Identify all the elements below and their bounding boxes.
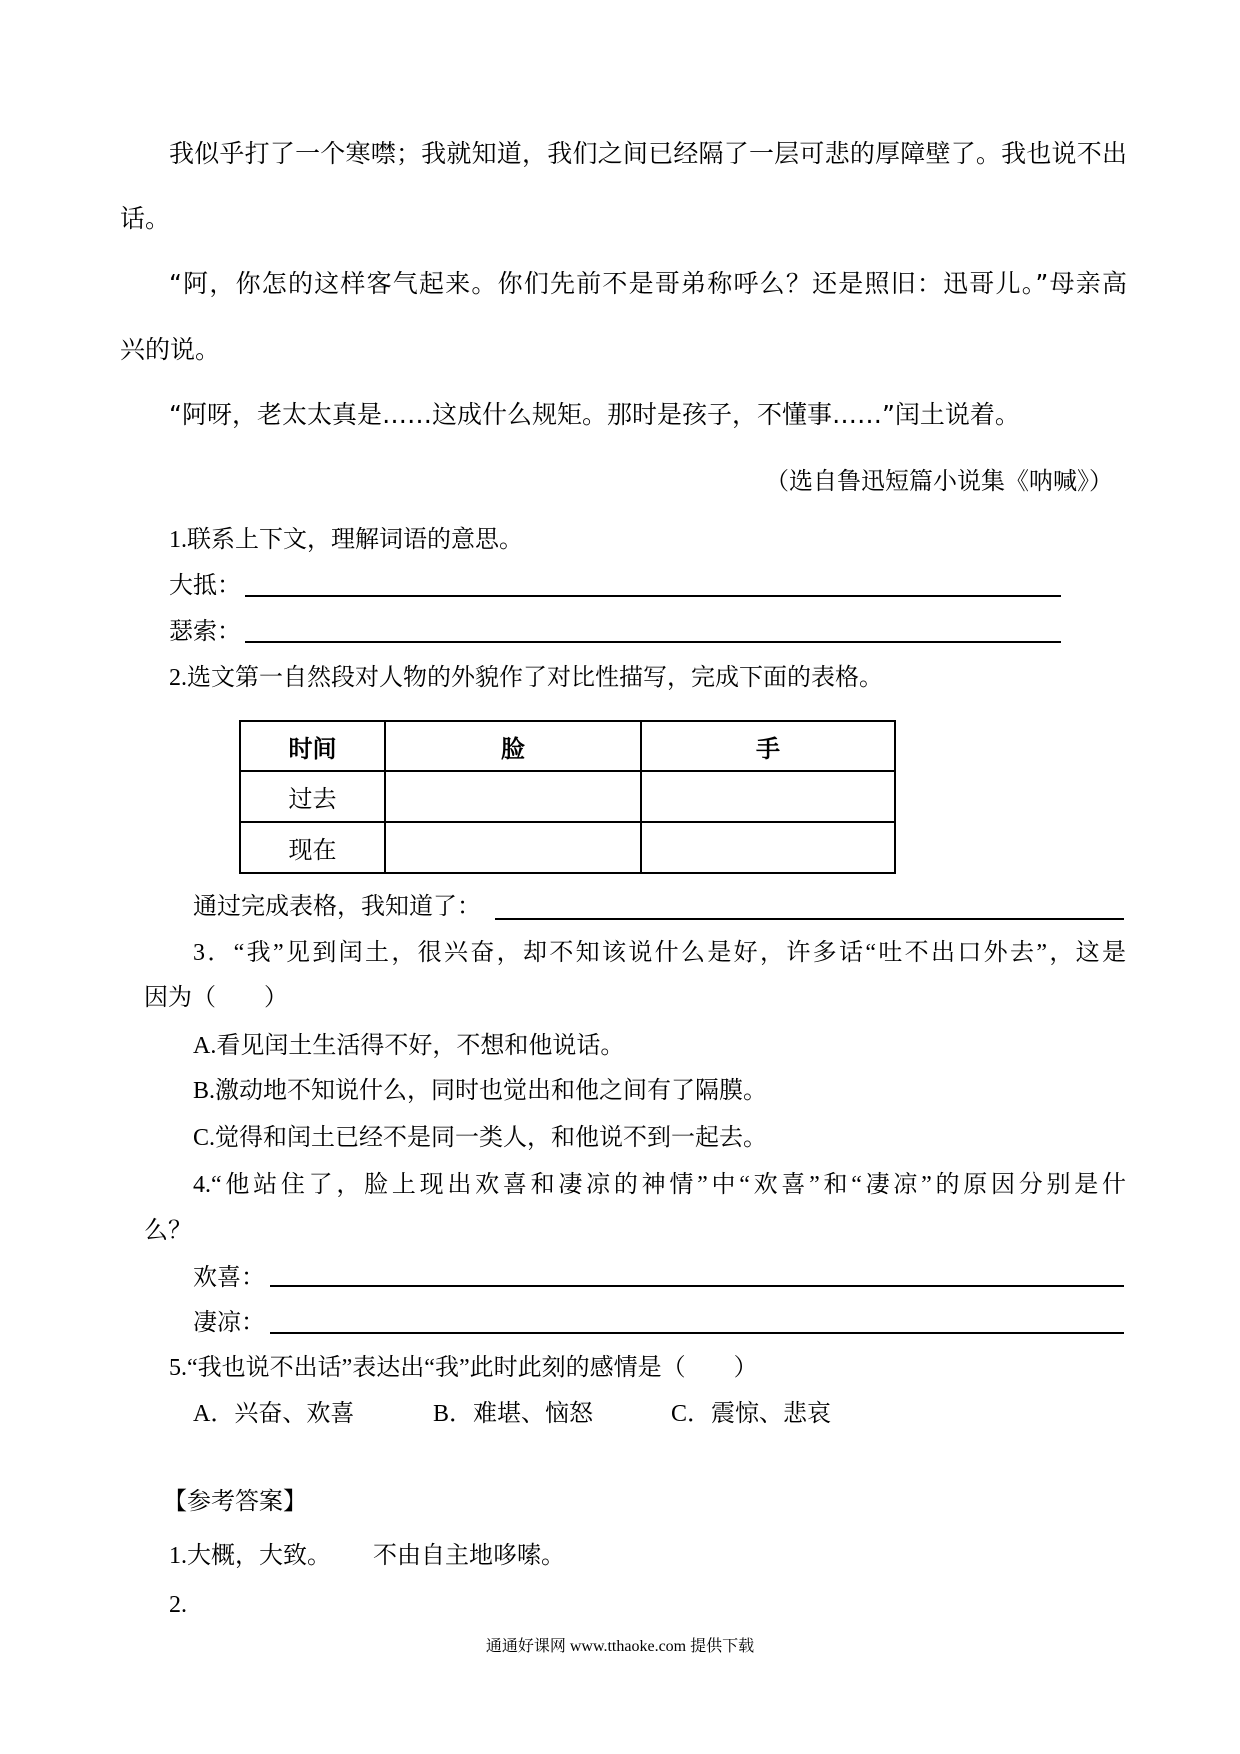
answer-1-part-2: 不由自主地哆嗦。 [373,1543,565,1569]
table-cell-past-face [385,771,641,822]
passage-paragraph-2-line-2: 兴的说。 [120,335,221,364]
question-5-option-b: B．难堪、恼怒 [433,1401,594,1427]
question-1-blank-label-sesuo: 瑟索： [169,619,241,645]
passage-paragraph-3-line-1: “阿呀，老太太真是……这成什么规矩。那时是孩子，不懂事……”闰土说着。 [169,400,1020,429]
question-4-prompt-line-2: 么？ [144,1218,192,1244]
question-4-prompt-line-1: 4.“他站住了，脸上现出欢喜和凄凉的神情”中“欢喜”和“凄凉”的原因分别是什 [193,1172,1126,1198]
table-cell-present-face [385,822,641,873]
question-4-blank-label-joy: 欢喜： [193,1265,265,1291]
answer-key-heading: 【参考答案】 [163,1489,307,1515]
question-3-option-c: C.觉得和闰土已经不是同一类人，和他说不到一起去。 [193,1125,768,1151]
question-3-prompt-line-1: 3．“我”见到闰土，很兴奋，却不知该说什么是好，许多话“吐不出口外去”，这是 [193,940,1126,966]
question-3-prompt-line-2: 因为（ ） [144,985,288,1011]
table-header-face: 脸 [385,721,641,771]
question-5-prompt: 5.“我也说不出话”表达出“我”此时此刻的感情是（ ） [169,1355,758,1381]
table-row-label-present: 现在 [240,822,385,873]
question-2-prompt: 2.选文第一自然段对人物的外貌作了对比性描写，完成下面的表格。 [169,665,883,691]
table-header-hand: 手 [641,721,895,771]
answer-line-sorrow [270,1332,1124,1334]
passage-paragraph-1-line-1: 我似乎打了一个寒噤；我就知道，我们之间已经隔了一层可悲的厚障壁了。我也说不出 [169,139,1127,168]
table-row-past [240,771,895,822]
question-3-option-b: B.激动地不知说什么，同时也觉出和他之间有了隔膜。 [193,1078,768,1104]
table-header-row [240,721,895,771]
question-2-conclusion-label: 通过完成表格，我知道了： [193,894,481,920]
answer-2: 2. [169,1592,187,1618]
table-row-present [240,822,895,873]
comparison-table [239,720,896,874]
table-cell-past-hand [641,771,895,822]
question-5-option-a: A．兴奋、欢喜 [193,1401,355,1427]
question-4-blank-label-sorrow: 凄凉： [193,1310,265,1336]
passage-paragraph-1-line-2: 话。 [120,204,171,233]
answer-line-joy [270,1285,1124,1287]
question-1-prompt: 1.联系上下文，理解词语的意思。 [169,527,523,553]
answer-line-conclusion [495,918,1124,920]
answer-1-part-1: 1.大概，大致。 [169,1543,331,1569]
answer-line-dadi [245,595,1061,597]
table-row-label-past: 过去 [240,771,385,822]
table-header-time: 时间 [240,721,385,771]
passage-paragraph-2-line-1: “阿，你怎的这样客气起来。你们先前不是哥弟称呼么？还是照旧：迅哥儿。”母亲高 [169,269,1127,298]
passage-source: （选自鲁迅短篇小说集《呐喊》） [765,467,1113,495]
question-5-option-c: C．震惊、悲哀 [671,1401,832,1427]
question-3-option-a: A.看见闰土生活得不好，不想和他说话。 [193,1033,625,1059]
page-footer: 通通好课网 www.tthaoke.com 提供下载 [485,1638,755,1655]
question-1-blank-label-dadi: 大抵： [169,573,241,599]
table-cell-present-hand [641,822,895,873]
answer-line-sesuo [245,641,1061,643]
